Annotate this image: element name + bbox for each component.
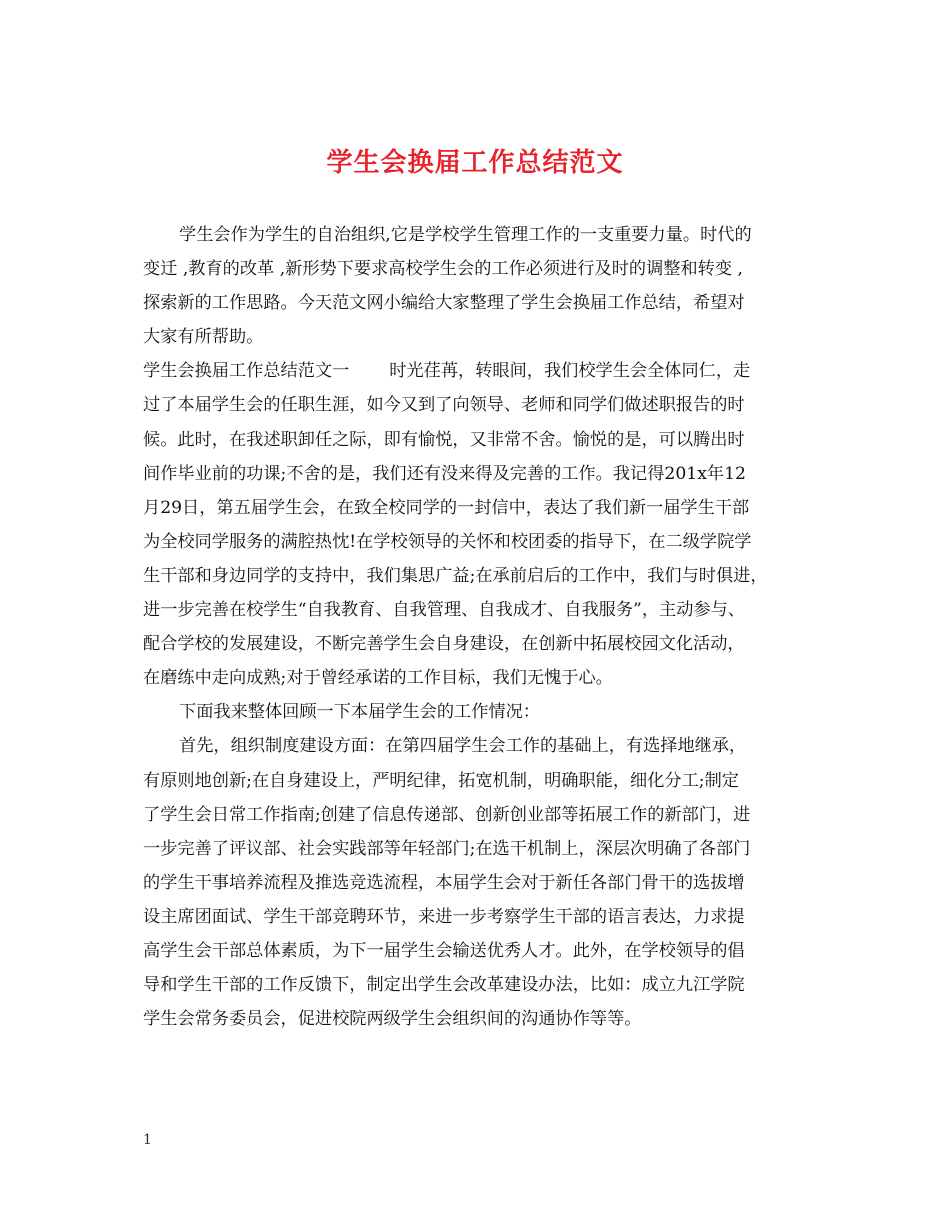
text-line-tail: 时光荏苒，转眼间，我们校学生会全体同仁，走 bbox=[389, 361, 751, 382]
text-line bbox=[143, 866, 823, 900]
text-line bbox=[143, 729, 823, 763]
text-line bbox=[143, 320, 823, 354]
text-line bbox=[143, 354, 823, 388]
text-line-content: 进一步完善在校学生“自我教育、自我管理、自我成才、自我服务”，主动参与、 bbox=[143, 600, 745, 621]
text-line bbox=[143, 968, 823, 1002]
text-line-content: 有原则地创新;在自身建设上，严明纪律，拓宽机制，明确职能，细化分工;制定 bbox=[143, 770, 739, 791]
text-line-content: 了学生会日常工作指南;创建了信息传递部、创新创业部等拓展工作的新部门，进 bbox=[143, 804, 751, 825]
text-line bbox=[143, 559, 823, 593]
text-line-content: 过了本届学生会的任职生涯，如今又到了向领导、老师和同学们做述职报告的时 bbox=[143, 395, 745, 416]
text-line-content: 一步完善了评议部、社会实践部等年轻部门;在选干机制上，深层次明确了各部门 bbox=[143, 838, 751, 859]
text-line bbox=[143, 627, 823, 661]
text-line-content: 学生会换届工作总结范文一 bbox=[143, 361, 350, 382]
document-title: 学生会换届工作总结范文 bbox=[326, 148, 624, 178]
text-line-content: 为全校同学服务的满腔热忱!在学校领导的关怀和校团委的指导下，在二级学院学 bbox=[143, 531, 752, 552]
text-line bbox=[143, 593, 823, 627]
text-line bbox=[143, 525, 823, 559]
text-line-content: 在磨练中走向成熟;对于曾经承诺的工作目标，我们无愧于心。 bbox=[143, 668, 613, 689]
text-line bbox=[143, 695, 823, 729]
text-line bbox=[143, 661, 823, 695]
text-line bbox=[143, 764, 823, 798]
page-number: 1 bbox=[143, 1132, 152, 1148]
text-line bbox=[143, 1002, 823, 1036]
text-line-content: 设主席团面试、学生干部竞聘环节，来进一步考察学生干部的语言表达，力求提 bbox=[143, 906, 745, 927]
text-line bbox=[143, 252, 823, 286]
text-line-content: 月29日，第五届学生会，在致全校同学的一封信中，表达了我们新一届学生干部 bbox=[143, 497, 750, 518]
text-line-content: 下面我来整体回顾一下本届学生会的工作情况： bbox=[179, 702, 540, 723]
text-line-content: 配合学校的发展建设，不断完善学生会自身建设，在创新中拓展校园文化活动， bbox=[143, 634, 745, 655]
text-line-content: 大家有所帮助。 bbox=[143, 327, 264, 348]
text-line bbox=[143, 832, 823, 866]
text-line bbox=[143, 218, 823, 252]
text-line-content: 导和学生干部的工作反馈下，制定出学生会改革建设办法，比如：成立九江学院 bbox=[143, 975, 745, 996]
text-line bbox=[143, 423, 823, 457]
text-line-content: 首先，组织制度建设方面：在第四届学生会工作的基础上，有选择地继承， bbox=[179, 736, 747, 757]
text-line bbox=[143, 934, 823, 968]
text-line bbox=[143, 900, 823, 934]
text-line bbox=[143, 388, 823, 422]
text-line-content: 变迁 ,教育的改革 ,新形势下要求高校学生会的工作必须进行及时的调整和转变 , bbox=[143, 259, 743, 280]
text-line bbox=[143, 798, 823, 832]
text-line-content: 候。此时，在我述职卸任之际，即有愉悦，又非常不舍。愉悦的是，可以腾出时 bbox=[143, 429, 745, 450]
text-line-content: 学生会常务委员会，促进校院两级学生会组织间的沟通协作等等。 bbox=[143, 1009, 642, 1030]
text-line bbox=[143, 457, 823, 491]
text-line-content: 学生会作为学生的自治组织,它是学校学生管理工作的一支重要力量。时代的 bbox=[179, 225, 752, 245]
text-line-content: 高学生会干部总体素质，为下一届学生会输送优秀人才。此外，在学校领导的倡 bbox=[143, 940, 745, 961]
document-body bbox=[143, 218, 823, 1036]
text-line-content: 生干部和身边同学的支持中，我们集思广益;在承前启后的工作中，我们与时俱进， bbox=[143, 565, 768, 586]
text-line-content: 探索新的工作思路。今天范文网小编给大家整理了学生会换届工作总结，希望对 bbox=[143, 293, 745, 314]
text-line-content: 间作毕业前的功课;不舍的是，我们还有没来得及完善的工作。我记得201x年12 bbox=[143, 463, 746, 484]
text-line-content: 的学生干事培养流程及推选竞选流程，本届学生会对于新任各部门骨干的选拔增 bbox=[143, 872, 745, 893]
text-line bbox=[143, 491, 823, 525]
text-line bbox=[143, 286, 823, 320]
